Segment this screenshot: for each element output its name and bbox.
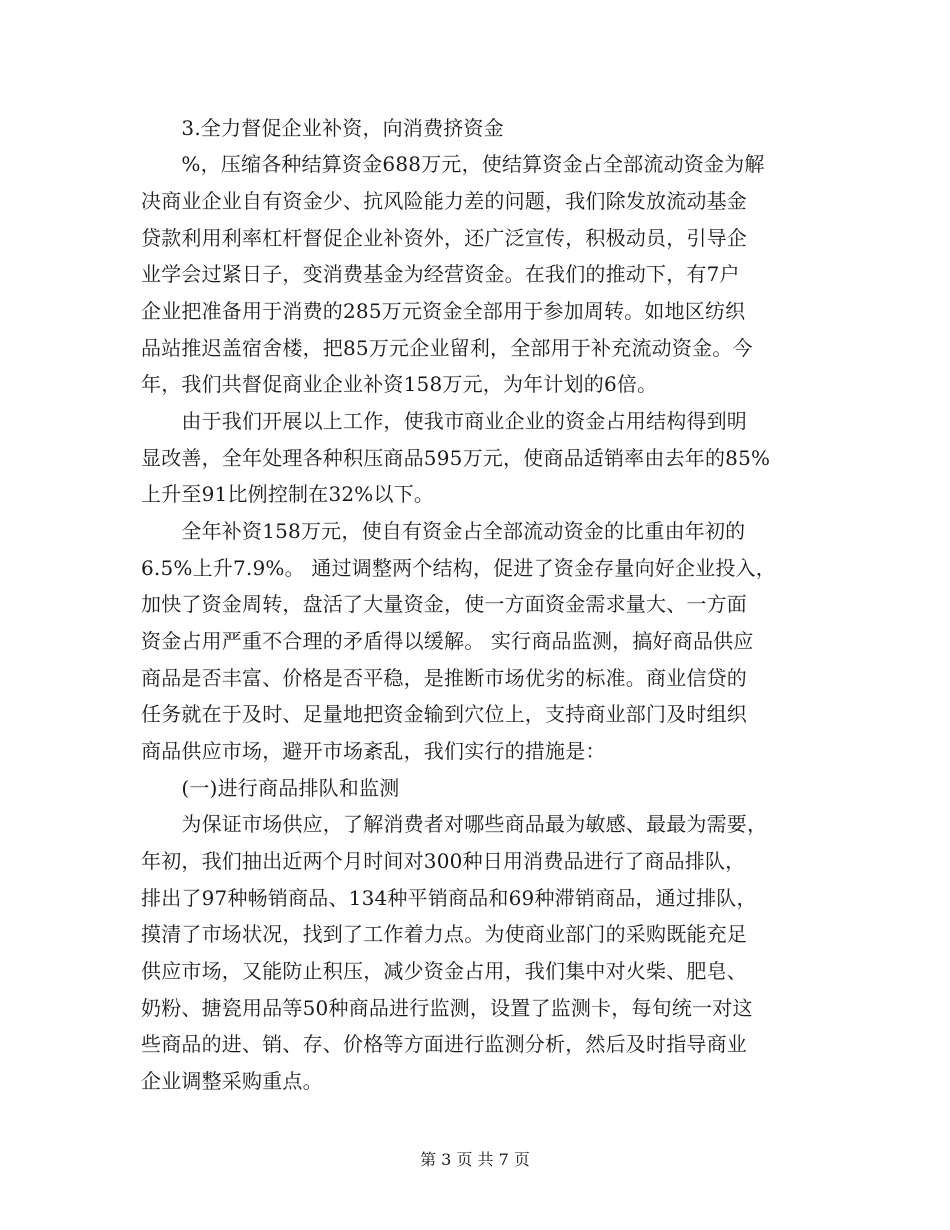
paragraph-line: 任务就在于及时、足量地把资金输到穴位上，支持商业部门及时组织: [141, 702, 747, 726]
paragraph-line: 摸清了市场状况，找到了工作着力点。为使商业部门的采购既能充足: [141, 922, 747, 946]
paragraph-line: 企业把准备用于消费的285万元资金全部用于参加周转。如地区纺织: [141, 299, 746, 323]
paragraph-line: 贷款利用利率杠杆督促企业补资外，还广泛宣传，积极动员，引导企: [141, 226, 747, 250]
page-number: 第 3 页 共 7 页: [420, 1150, 530, 1169]
paragraph-line: 由于我们开展以上工作，使我市商业企业的资金占用结构得到明: [141, 409, 747, 433]
paragraph-line: 排出了97种畅销商品、134种平销商品和69种滞销商品，通过排队，: [141, 886, 757, 910]
paragraph-line: 供应市场，又能防止积压，减少资金占用，我们集中对火柴、肥皂、: [141, 959, 747, 983]
paragraph-line: 业学会过紧日子，变消费基金为经营资金。在我们的推动下，有7户: [141, 262, 740, 286]
paragraph-line: 商品供应市场，避开市场紊乱，我们实行的措施是：: [141, 739, 606, 763]
paragraph-line: 上升至91比例控制在32%以下。: [141, 482, 435, 506]
heading-3: 3.全力督促企业补资，向消费挤资金: [141, 116, 504, 140]
paragraph-line: 为保证市场供应，了解消费者对哪些商品最为敏感、最最为需要，: [141, 812, 768, 836]
paragraph-line: 全年补资158万元，使自有资金占全部流动资金的比重由年初的: [141, 519, 746, 543]
paragraph-line: 年，我们共督促商业企业补资158万元，为年计划的6倍。: [141, 372, 658, 396]
paragraph-line: 显改善，全年处理各种积压商品595万元，使商品适销率由去年的85%: [141, 446, 771, 470]
paragraph-line: 品站推迟盖宿舍楼，把85万元企业留利，全部用于补充流动资金。今: [141, 336, 753, 360]
paragraph-line: 资金占用严重不合理的矛盾得以缓解。 实行商品监测，搞好商品供应: [141, 629, 754, 653]
paragraph-line: 些商品的进、销、存、价格等方面进行监测分析，然后及时指导商业: [141, 1032, 747, 1056]
paragraph-line: 年初，我们抽出近两个月时间对300种日用消费品进行了商品排队，: [141, 849, 746, 873]
paragraph-line: 决商业企业自有资金少、抗风险能力差的问题，我们除发放流动基金: [141, 189, 747, 213]
paragraph-line: 6.5%上升7.9%。 通过调整两个结构，促进了资金存量向好企业投入，: [141, 556, 776, 580]
subheading: (一)进行商品排队和监测: [141, 776, 400, 800]
paragraph-line: 企业调整采购重点。: [141, 1069, 323, 1093]
paragraph-line: %，压缩各种结算资金688万元，使结算资金占全部流动资金为解: [141, 152, 765, 176]
paragraph-line: 商品是否丰富、价格是否平稳，是推断市场优劣的标准。商业信贷的: [141, 666, 747, 690]
paragraph-line: 奶粉、搪瓷用品等50种商品进行监测，设置了监测卡，每旬统一对这: [141, 996, 753, 1020]
paragraph-line: 加快了资金周转，盘活了大量资金，使一方面资金需求量大、一方面: [141, 592, 747, 616]
